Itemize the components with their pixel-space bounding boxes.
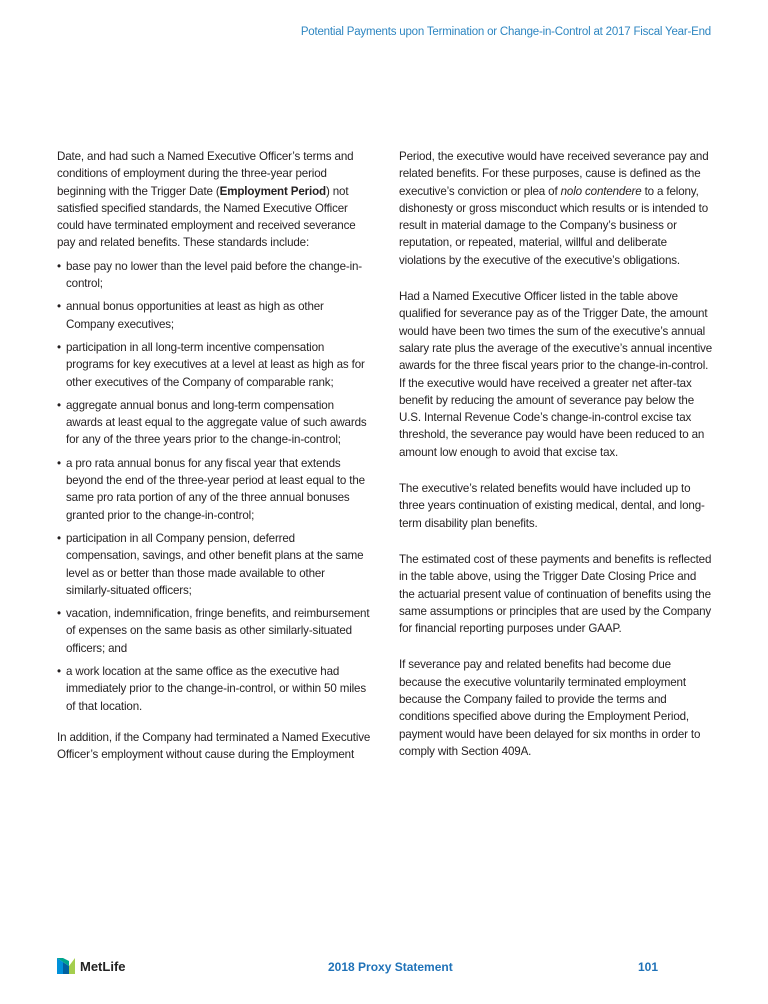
list-item bbox=[57, 663, 371, 715]
section-409a-paragraph: If severance pay and related benefits had become due because the executive voluntarily terminated employment because the Company failed to provide the terms and conditions specified above during the Employment Period, payment would have been delayed for six months in order to comply with Section 409A. bbox=[399, 658, 701, 758]
bullet-icon: • bbox=[57, 300, 61, 314]
cause-paragraph bbox=[399, 148, 713, 269]
italic-term: nolo contendere bbox=[560, 184, 642, 198]
severance-amount-paragraph: Had a Named Executive Officer listed in the table above qualified for severance pay as of the Trigger Date, the amount would have been two times the sum of the executive’s annual salary rate plus the average of the executive’s annual incentive awards for the three fiscal years prior to the change-in-control. If the executive would have received a greater net after-tax benefit by reducing the amount of severance pay below the U.S. Internal Revenue Code’s change-in-control excise tax threshold, the severance pay would have been reduced to an amount low enough to avoid that excise tax. bbox=[399, 290, 713, 459]
text-segment: to a felony, dishonesty or gross misconduct which results or is intended to result in material damage to the Company’s business or reputation, or repeated, material, willful and deliberate violations by the executive of the executive’s obligations. bbox=[399, 184, 709, 267]
related-benefits-paragraph: The executive’s related benefits would have included up to three years continuation of existing medical, dental, and long-term disability plan benefits. bbox=[399, 482, 705, 530]
text-segment: Period, the executive would have received severance pay and related benefits. For these purposes, cause is defined as the executive’s conviction or plea of bbox=[399, 150, 709, 198]
estimated-cost-paragraph: The estimated cost of these payments and benefits is reflected in the table above, using the Trigger Date Closing Price and the actuarial present value of continuation of benefits using the same assumptions or principles that are used by the Company for financial reporting purposes under GAAP. bbox=[399, 552, 712, 636]
metlife-logo-icon bbox=[57, 958, 75, 974]
list-item-text: a pro rata annual bonus for any fiscal year that extends beyond the end of the three-year period at least equal to the same pro rata portion of any of the three annual bonuses granted prior to the change-in-control; bbox=[66, 456, 365, 522]
list-item bbox=[57, 339, 371, 391]
text-segment: ) not satisfied specified standards, the Named Executive Officer could have terminated employment and received severance pay and related benefits. These standards include: bbox=[57, 184, 356, 250]
bullet-icon: • bbox=[57, 607, 61, 621]
standards-list bbox=[57, 258, 371, 715]
intro-paragraph bbox=[57, 148, 371, 252]
list-item-text: vacation, indemnification, fringe benefits, and reimbursement of expenses on the same basis as other similarly-situated officers; and bbox=[66, 607, 370, 655]
list-item-text: aggregate annual bonus and long-term compensation awards at least equal to the aggregate value of such awards for any of the three years prior to the change-in-control; bbox=[66, 398, 367, 447]
text-segment: Date, and had such a Named Executive Officer’s terms and conditions of employment during the three-year period beginning with the Trigger Date ( bbox=[57, 150, 354, 198]
bullet-icon: • bbox=[57, 531, 61, 545]
bullet-icon: • bbox=[57, 665, 61, 679]
list-item bbox=[57, 605, 371, 657]
left-column bbox=[57, 148, 371, 770]
metlife-logo bbox=[57, 958, 126, 974]
metlife-wordmark: MetLife bbox=[80, 958, 126, 974]
list-item bbox=[57, 258, 371, 293]
list-item bbox=[57, 298, 371, 333]
running-header: Potential Payments upon Termination or Change-in-Control at 2017 Fiscal Year-End bbox=[300, 26, 711, 38]
bold-term: Employment Period bbox=[219, 184, 326, 198]
list-item-text: participation in all long-term incentive compensation programs for key executives at a level at least as high as for other executives of the Company of comparable rank; bbox=[66, 340, 365, 389]
list-item-text: participation in all Company pension, deferred compensation, savings, and other benefit plans at the same level as or better than those made available to other similarly-situated officers; bbox=[66, 531, 364, 597]
list-item-text: base pay no lower than the level paid before the change-in-control; bbox=[66, 259, 363, 291]
list-item bbox=[57, 530, 371, 599]
bullet-icon: • bbox=[57, 456, 61, 470]
list-item-text: a work location at the same office as the executive had immediately prior to the change-in-control, or within 50 miles of that location. bbox=[66, 665, 367, 713]
bullet-icon: • bbox=[57, 398, 61, 412]
list-item bbox=[57, 397, 371, 449]
footer-title: 2018 Proxy Statement bbox=[328, 960, 453, 974]
list-item bbox=[57, 455, 371, 524]
list-item-text: annual bonus opportunities at least as high as other Company executives; bbox=[66, 300, 324, 331]
bullet-icon: • bbox=[57, 340, 61, 354]
bullet-icon: • bbox=[57, 259, 61, 273]
right-column bbox=[399, 148, 713, 779]
closing-paragraph: In addition, if the Company had terminated a Named Executive Officer’s employment without cause during the Employment bbox=[57, 730, 371, 762]
page-number: 101 bbox=[638, 960, 659, 974]
